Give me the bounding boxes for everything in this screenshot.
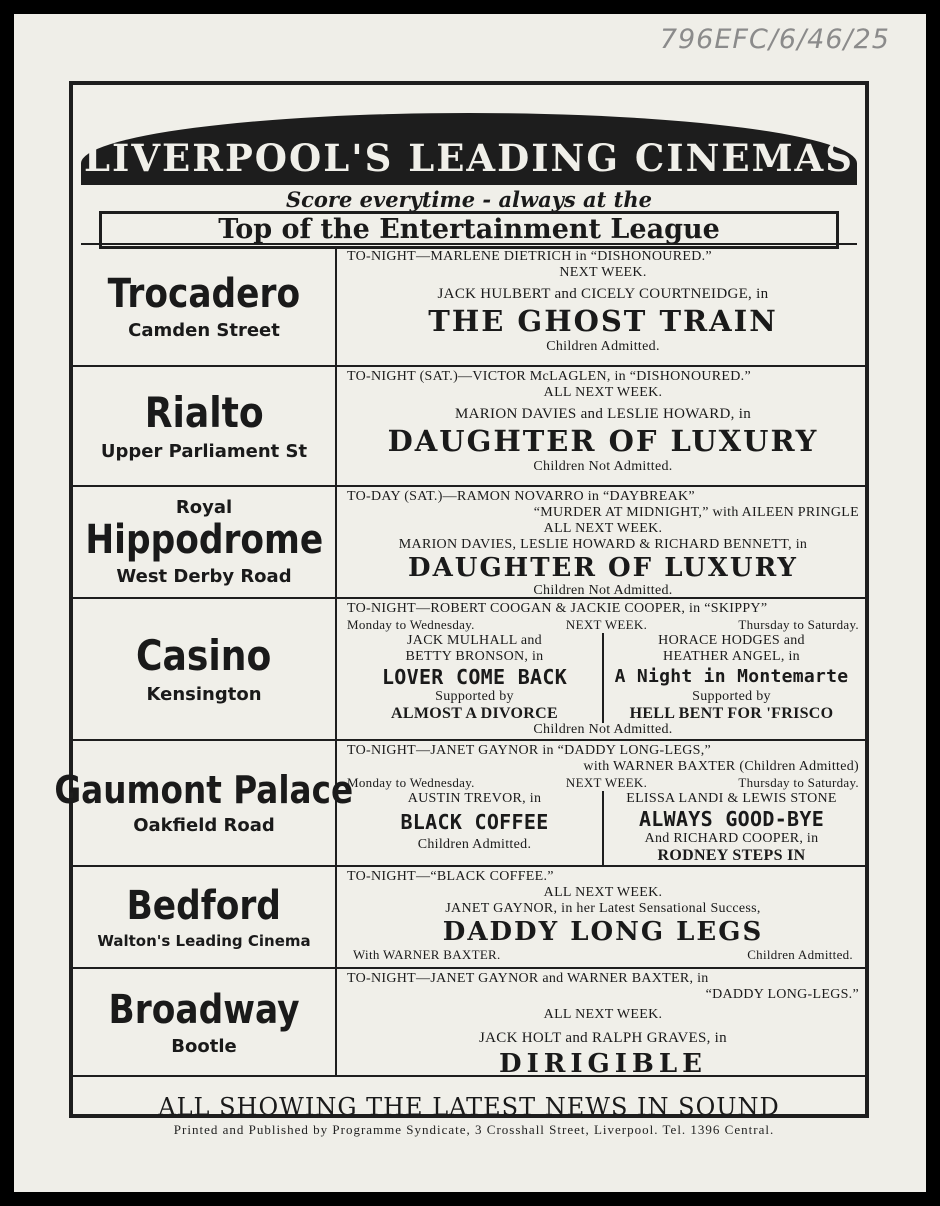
stars-line: MARION DAVIES and LESLIE HOWARD, in (454, 406, 752, 422)
cinema-row-rialto (73, 367, 865, 487)
cinema-name-prefix: Royal (175, 496, 233, 518)
admission-note: Children Admitted. (747, 947, 853, 962)
cinema-row-hippodrome (73, 487, 865, 599)
credits-line (347, 947, 859, 963)
league-heading: Top of the Entertainment League (99, 211, 839, 249)
feature-film: THE GHOST TRAIN (428, 304, 778, 338)
admission-note: Children Not Admitted. (533, 459, 673, 474)
cinema-row-broadway (73, 969, 865, 1077)
today-line-2: “MURDER AT MIDNIGHT,” with AILEEN PRINGLE (533, 505, 859, 520)
next-week-line: NEXT WEEK. (559, 265, 647, 280)
stars-line: ELISSA LANDI & LEWIS STONE (626, 791, 837, 806)
admission-note: Children Not Admitted. (533, 583, 673, 598)
cinema-row-gaumont-palace (54, 741, 865, 867)
next-week-line: ALL NEXT WEEK. (543, 385, 663, 400)
admission-note: Children Admitted. (417, 837, 532, 852)
programme-block (341, 247, 865, 365)
venue-block (73, 969, 337, 1075)
printer-imprint: Printed and Published by Programme Syndicate, 3 Crosshall Street, Liverpool. Tel. 1396 Central. (173, 1122, 775, 1137)
schedule-line (347, 617, 859, 633)
co-star-line: With WARNER BAXTER. (353, 947, 501, 962)
cinema-location: Kensington (146, 683, 262, 705)
title-banner (81, 113, 857, 185)
feature-film: DAUGHTER OF LUXURY (387, 424, 819, 458)
news-banner: ALL SHOWING THE LATEST NEWS IN SOUND (158, 1093, 780, 1121)
advert-header (81, 99, 857, 245)
cinema-name: Broadway (108, 986, 300, 1033)
stars-line-2: HEATHER ANGEL, in (663, 649, 800, 664)
tonight-line: TO-NIGHT—JANET GAYNOR and WARNER BAXTER, in (347, 971, 709, 986)
feature-film: LOVER COME BACK (381, 665, 568, 689)
venue-block (73, 487, 337, 597)
stars-line: JACK HULBERT and CICELY COURTNEIDGE, in (437, 286, 769, 302)
venue-block (54, 741, 354, 865)
cinema-name: Casino (136, 631, 272, 681)
next-week-line: ALL NEXT WEEK. (543, 1007, 663, 1022)
cinema-row-trocadero (73, 247, 865, 367)
programme-block (341, 487, 865, 597)
cinema-row-casino (73, 599, 865, 741)
cinema-row-bedford (73, 867, 865, 969)
cinema-list (54, 247, 865, 1079)
today-line: TO-DAY (SAT.)—RAMON NOVARRO in “DAYBREAK” (347, 489, 695, 504)
days-second-half: Thursday to Saturday. (738, 617, 859, 632)
admission-note: Children Not Admitted. (533, 722, 673, 737)
split-programme (347, 791, 859, 865)
feature-film: A Night in Montemarte (614, 666, 849, 687)
support-film: ALMOST A DIVORCE (391, 705, 558, 722)
cinema-location: West Derby Road (116, 566, 292, 588)
tonight-line: TO-NIGHT (SAT.)—VICTOR McLAGLEN, in “DISHONOURED.” (347, 369, 751, 384)
stars-line: MARION DAVIES, LESLIE HOWARD & RICHARD BENNETT, in (398, 537, 808, 552)
programme-page (14, 14, 926, 1192)
support-label: Supported by (435, 689, 514, 704)
cinema-name: Trocadero (107, 270, 301, 317)
days-second-half: Thursday to Saturday. (738, 775, 859, 790)
cinema-location: Walton's Leading Cinema (97, 932, 311, 950)
programme-block (341, 867, 865, 967)
days-first-half: Monday to Wednesday. (347, 775, 475, 790)
stars-line-2: And RICHARD COOPER, in (644, 831, 819, 846)
next-week-line: ALL NEXT WEEK. (543, 885, 663, 900)
stars-line: AUSTIN TREVOR, in (407, 791, 542, 806)
stars-line: JANET GAYNOR, in her Latest Sensational Success, (445, 901, 761, 916)
cinema-location: Camden Street (128, 319, 280, 341)
next-week-label: NEXT WEEK. (565, 617, 648, 632)
stars-line: JACK MULHALL and (407, 633, 542, 648)
cinema-name: Bedford (126, 883, 282, 929)
next-week-line: ALL NEXT WEEK. (543, 521, 663, 536)
tonight-line: TO-NIGHT—JANET GAYNOR in “DADDY LONG-LEGS,” (347, 743, 712, 758)
programme-first-half (347, 633, 602, 723)
next-week-label: NEXT WEEK. (565, 775, 648, 790)
cinema-location: Oakfield Road (133, 815, 275, 837)
cinema-location: Upper Parliament St (100, 440, 308, 462)
feature-film: DADDY LONG LEGS (442, 917, 764, 947)
feature-film: DIRIGIBLE (499, 1049, 707, 1079)
schedule-line (347, 775, 859, 791)
programme-block (341, 367, 865, 485)
tonight-line: TO-NIGHT—ROBERT COOGAN & JACKIE COOPER, in “SKIPPY” (347, 601, 768, 616)
programme-first-half (347, 791, 602, 865)
cinema-name: Rialto (144, 388, 264, 438)
venue-block (73, 247, 337, 365)
cinema-name: Hippodrome (85, 517, 323, 564)
advert-frame (54, 81, 869, 1121)
tonight-line-2: with WARNER BAXTER (Children Admitted) (583, 759, 859, 774)
stars-line-2: BETTY BRONSON, in (405, 649, 544, 664)
venue-block (73, 867, 337, 967)
days-first-half: Monday to Wednesday. (347, 617, 475, 632)
tagline: Score everytime - always at the (285, 187, 653, 212)
catalog-reference: 796EFC/6/46/25 (659, 24, 890, 55)
programme-block (341, 741, 865, 865)
tonight-line: TO-NIGHT—MARLENE DIETRICH in “DISHONOURED.” (347, 249, 712, 264)
feature-film: ALWAYS GOOD-BYE (638, 807, 825, 831)
programme-second-half (602, 791, 859, 865)
cinema-name: Gaumont Palace (54, 767, 354, 812)
split-programme (347, 633, 859, 723)
advert-title: LIVERPOOL'S LEADING CINEMAS (84, 136, 854, 180)
feature-film: DAUGHTER OF LUXURY (408, 553, 798, 583)
programme-block (341, 599, 865, 739)
support-film: HELL BENT FOR 'FRISCO (629, 705, 834, 722)
venue-block (73, 367, 337, 485)
stars-line: HORACE HODGES and (658, 633, 805, 648)
programme-block (341, 969, 865, 1079)
support-label: Supported by (692, 689, 771, 704)
programme-second-half (602, 633, 859, 723)
venue-block (73, 599, 337, 739)
tonight-line-2: “DADDY LONG-LEGS.” (705, 987, 859, 1002)
cinema-location: Bootle (171, 1035, 237, 1057)
tonight-line: TO-NIGHT—“BLACK COFFEE.” (347, 869, 554, 884)
admission-note: Children Admitted. (546, 339, 660, 354)
stars-line: JACK HOLT and RALPH GRAVES, in (479, 1030, 727, 1046)
feature-film-2: RODNEY STEPS IN (657, 847, 806, 864)
feature-film: BLACK COFFEE (400, 810, 549, 834)
